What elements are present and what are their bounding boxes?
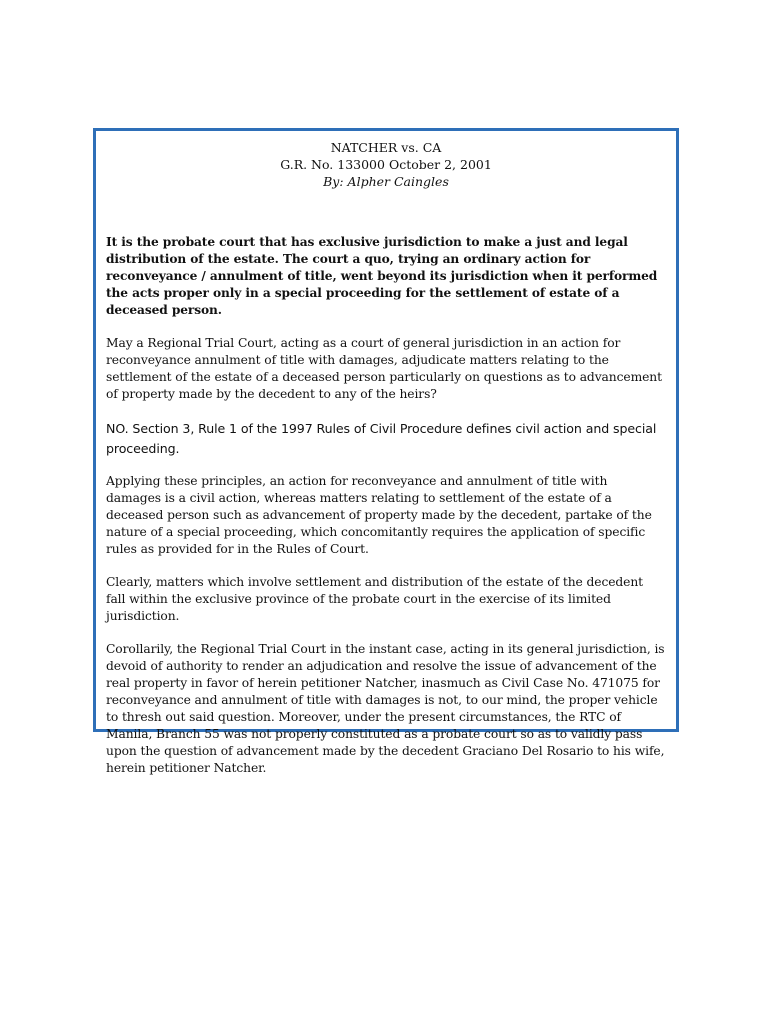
doctrine-paragraph: It is the probate court that has exclusive jurisdiction to make a just and legal distribution of the estate. The court a quo, trying an ordinary action for reconveyance / annulment of title, went beyond its jurisdiction when it performed the acts proper only in a special proceeding for the settlement of estate of a deceased person. xyxy=(106,235,658,317)
ruling-paragraph-3: Corollarily, the Regional Trial Court in the instant case, acting in its general jurisdiction, is devoid of authority to render an adjudication and resolve the issue of advancement of the real property in favor of herein petitioner Natcher, inasmuch as Civil Case No. 471075 for reconveyance and annulment of title with damages is not, to our mind, the proper vehicle to thresh out said question. Moreover, under the present circumstances, the RTC of Manila, Branch 55 was not properly constituted as a probate court so as to validly pass upon the question of advancement made by the decedent Graciano Del Rosario to his wife, herein petitioner Natcher. xyxy=(106,642,665,775)
ruling-paragraph-2: Clearly, matters which involve settlement and distribution of the estate of the decedent fall within the exclusive province of the probate court in the exercise of its limited jurisdiction. xyxy=(106,575,644,623)
document-frame xyxy=(93,128,679,775)
case-title: NATCHER vs. CA xyxy=(330,140,442,155)
document-header xyxy=(106,139,666,190)
answer-paragraph: NO. Section 3, Rule 1 of the 1997 Rules of Civil Procedure defines civil action and special proceeding. xyxy=(106,421,657,456)
ruling-paragraph-1: Applying these principles, an action for reconveyance and annulment of title with damages is a civil action, whereas matters relating to settlement of the estate of a deceased person such as advancement of property made by the decedent, partake of the nature of a special proceeding, which concomitantly requires the application of specific rules as provided for in the Rules of Court. xyxy=(106,474,652,556)
issue-paragraph: May a Regional Trial Court, acting as a court of general jurisdiction in an action for reconveyance annulment of title with damages, adjudicate matters relating to the settlement of the estate of a deceased person particularly on questions as to advancement of property made by the decedent to any of the heirs? xyxy=(106,336,662,401)
author-line: By: Alpher Caingles xyxy=(323,174,449,189)
case-number: G.R. No. 133000 October 2, 2001 xyxy=(280,157,492,172)
